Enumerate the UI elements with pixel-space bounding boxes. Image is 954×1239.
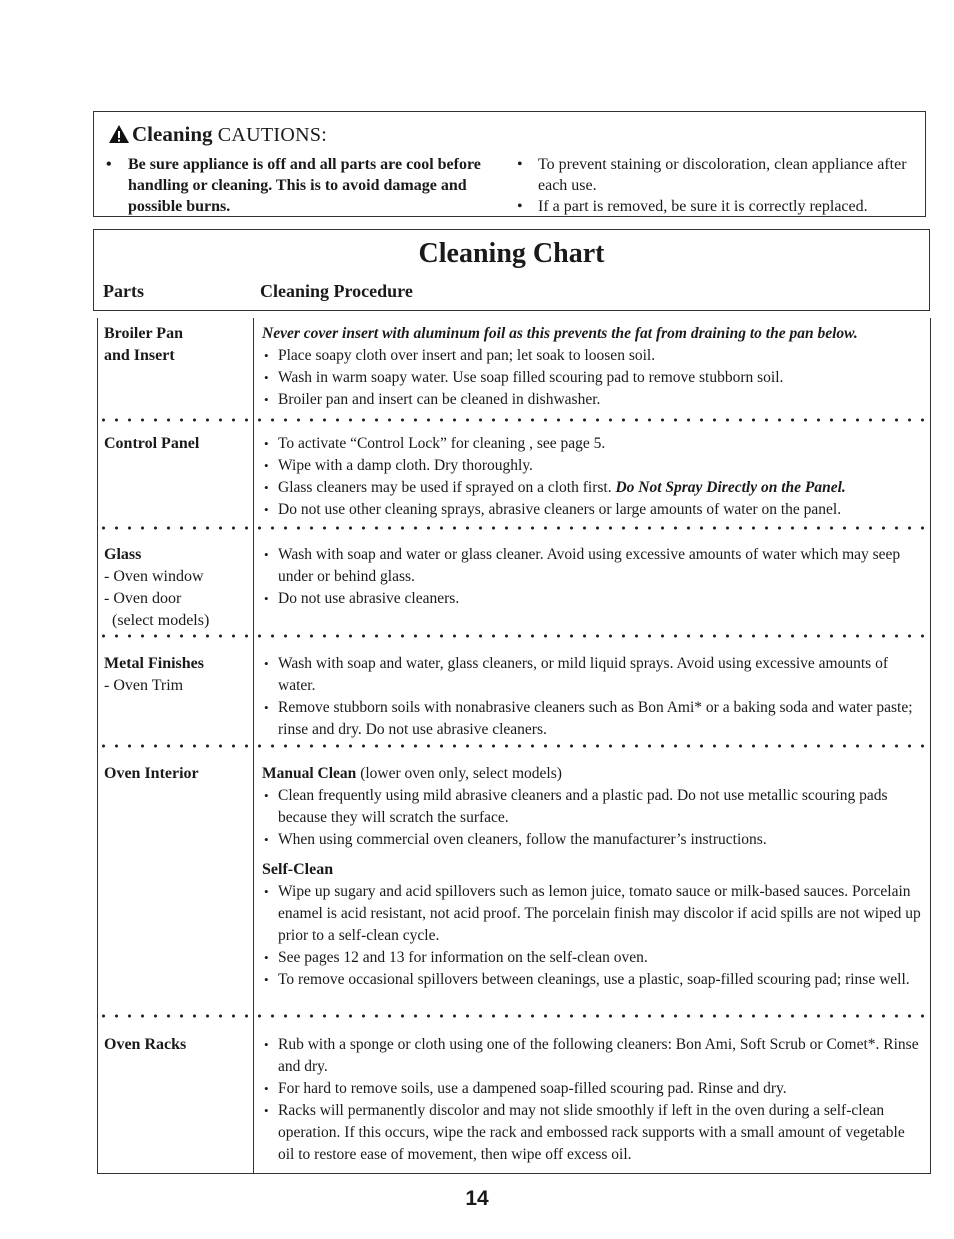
cautions-title-word2: CAUTIONS: [217,124,328,146]
subpart: (select models) [112,612,210,629]
part-name [104,763,254,785]
manual-clean-title: Manual Clean [262,765,357,782]
procedure-item [262,477,922,499]
procedure-item: • Wipe up sugary and acid spillovers such as lemon juice, tomato sauce or milk-based sauces. Porcelain enamel is acid resistant, not acid proof. The porcelain finish may discolor if acid spills are not wiped up prior to a self-clean cycle. [262,881,922,947]
procedure-item: • Wash with soap and water or glass cleaner. Avoid using excessive amounts of water which may seep under or behind glass. [262,544,922,588]
caution-item: • Be sure appliance is off and all parts are cool before handling or cleaning. This is to avoid damage and possible burns. [104,154,512,217]
row-divider [97,1014,931,1018]
part-title: Glass [104,546,142,563]
procedure [262,323,922,411]
cautions-left [104,154,512,217]
procedure-item: • Wash in warm soapy water. Use soap filled scouring pad to remove stubborn soil. [262,367,922,389]
row-divider [97,418,931,422]
procedure-item: • Broiler pan and insert can be cleaned in dishwasher. [262,389,922,411]
warning-triangle-icon [108,124,130,144]
subpart: - Oven Trim [104,677,184,694]
procedure [262,653,922,741]
procedure-item-text: Glass cleaners may be used if sprayed on a cloth first. [278,479,612,496]
part-title: Oven Racks [104,1036,187,1053]
part-title: Control Panel [104,435,200,452]
part-title-line2: and Insert [104,347,175,364]
part-name [104,653,254,697]
header-divider [93,310,930,311]
part-title: Metal Finishes [104,655,204,672]
part-title: Oven Interior [104,765,199,782]
chart-title: Cleaning Chart [418,238,605,269]
part-name [104,323,254,367]
procedure-item: • Do not use abrasive cleaners. [262,588,922,610]
cautions-box [93,111,926,217]
caution-item: • If a part is removed, be sure it is correctly replaced. [514,196,918,217]
procedure-item: • To remove occasional spillovers between cleanings, use a plastic, soap-filled scouring pad; rinse well. [262,969,922,991]
part-name [104,433,254,455]
procedure-item: • Rub with a sponge or cloth using one of the following cleaners: Bon Ami, Soft Scrub or Comet*. Rinse and dry. [262,1034,922,1078]
procedure-item: • To activate “Control Lock” for cleaning , see page 5. [262,433,922,455]
cautions-title [108,122,327,147]
procedure [262,763,922,991]
procedure-item: • Do not use other cleaning sprays, abrasive cleaners or large amounts of water on the panel. [262,499,922,521]
cleaning-chart-header [93,229,930,311]
procedure-item: • When using commercial oven cleaners, follow the manufacturer’s instructions. [262,829,922,851]
manual-clean-note: (lower oven only, select models) [356,765,562,782]
procedure-item: • Racks will permanently discolor and may not slide smoothly if left in the oven during a self-clean operation. If this occurs, wipe the rack and embossed rack supports with a small amount of vegetable oil to restore ease of movement, then wipe off excess oil. [262,1100,922,1166]
procedure-item: • For hard to remove soils, use a dampened soap-filled scouring pad. Rinse and dry. [262,1078,922,1100]
self-clean-heading: Self-Clean [262,861,334,878]
cautions-right [514,154,918,217]
row-divider [97,744,931,748]
column-header-parts: Parts [103,281,144,301]
procedure-item: • Remove stubborn soils with nonabrasive cleaners such as Bon Ami* or a baking soda and water paste; rinse and dry. Do not use abrasive cleaners. [262,697,922,741]
procedure [262,433,922,521]
procedure-item: • Wash with soap and water, glass cleaners, or mild liquid sprays. Avoid using excessive amounts of water. [262,653,922,697]
cautions-title-word1: Cleaning [132,122,213,146]
subpart: - Oven door [104,590,182,607]
row-divider [97,634,931,638]
procedure-warning: Never cover insert with aluminum foil as this prevents the fat from draining to the pan below. [262,325,858,342]
part-title: Broiler Pan [104,325,183,342]
procedure [262,1034,922,1166]
part-name [104,544,254,632]
procedure-item: • Place soapy cloth over insert and pan; let soak to loosen soil. [262,345,922,367]
procedure-item: • See pages 12 and 13 for information on the self-clean oven. [262,947,922,969]
column-header-procedure: Cleaning Procedure [260,281,413,301]
procedure-item: • Clean frequently using mild abrasive cleaners and a plastic pad. Do not use metallic scouring pads because they will scratch the surface. [262,785,922,829]
caution-item: • To prevent staining or discoloration, clean appliance after each use. [514,154,918,196]
procedure-item: • Wipe with a damp cloth. Dry thoroughly. [262,455,922,477]
page-number: 14 [465,1187,489,1210]
procedure [262,544,922,610]
manual-clean-heading [262,763,922,785]
part-name [104,1034,254,1056]
procedure-emphasis: Do Not Spray Directly on the Panel. [615,479,846,496]
subpart: - Oven window [104,568,204,585]
row-divider [97,526,931,530]
